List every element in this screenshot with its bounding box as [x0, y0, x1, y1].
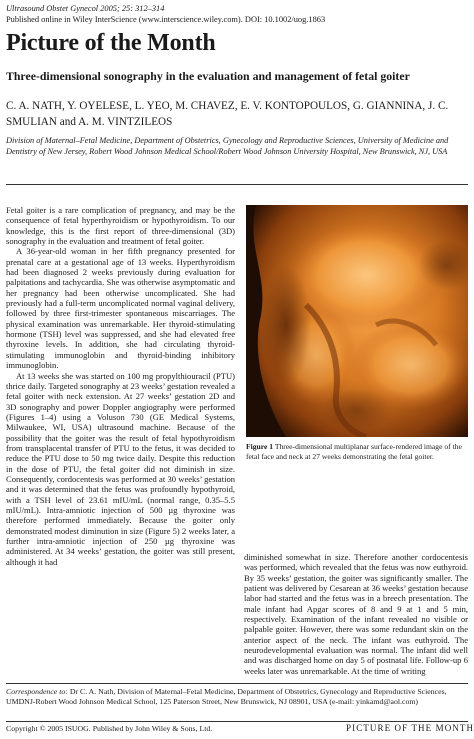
journal-header [6, 3, 325, 25]
footer-divider [6, 721, 468, 722]
header-divider [6, 184, 468, 185]
body-column-left [6, 205, 235, 567]
figure-1-caption [246, 442, 468, 461]
journal-citation: Ultrasound Obstet Gynecol 2005; 25: 312–314 [6, 4, 165, 13]
figure-caption-text: Three-dimensional multiplanar surface-rendered image of the fetal face and neck at 27 weeks demonstrating the fetal goiter. [246, 442, 462, 461]
author-affiliation: Division of Maternal–Fetal Medicine, Department of Obstetrics, Gynecology and Reproductive Sciences, University of Medicine and Dentistry of New Jersey, Robert Wood Johnson Medical School/Robert Wood Johnson University Hospital, New Brunswick, NJ, USA [6, 136, 449, 156]
footnote-divider [6, 683, 468, 684]
body-paragraph: Fetal goiter is a rare complication of pregnancy, and may be the consequence of fetal hyperthyroidism or hypothyroidism. To our knowledge, this is the first report of three-dimensional (3D) sonography in the evaluation and treatment of fetal goiter. [6, 205, 235, 247]
correspondence-note [6, 687, 468, 707]
published-online-line: Published online in Wiley InterScience (www.interscience.wiley.com). DOI: 10.1002/uog.1863 [6, 15, 326, 24]
figure-label: Figure 1 [246, 442, 274, 451]
correspondence-text: Dr C. A. Nath, Division of Maternal–Fetal Medicine, Department of Obstetrics, Gynecology and Reproductive Sciences, UMDNJ-Robert Wood Johnson Medical School, 125 Paterson Street, New Brunswick, NJ 08901, USA (e-mail: yinkamd@aol.com) [6, 687, 447, 706]
ultrasound-render [246, 205, 468, 437]
author-list: C. A. NATH, Y. OYELESE, L. YEO, M. CHAVEZ, E. V. KONTOPOULOS, G. GIANNINA, J. C. SMULIAN and A. M. VINTZILEOS [6, 100, 449, 128]
running-title: PICTURE OF THE MONTH [346, 723, 474, 733]
body-paragraph: At 13 weeks she was started on 100 mg propylthiouracil (PTU) thrice daily. Targeted sonography at 23 weeks’ gestation revealed a fetal goiter with neck extension. At 27 weeks’ gestation 2D and 3D sonography and power Doppler angiography were performed (Figures 1–4) using a Voluson 730 (GE Medical Systems, Milwaukee, WI, USA) ultrasound machine. Because of the possibility that the goiter was the result of fetal hypothyroidism from transplacental transfer of PTU to the fetus, it was decided to reduce the PTU dose to 50 mg twice daily. Despite this reduction in the dose of PTU, the fetal goiter did not diminish in size. Consequently, cordocentesis was performed at 30 weeks’ gestation and it was determined that the fetus was profoundly hypothyroid, with a TSH level of 23.61 mIU/mL (normal range, 0.35–5.5 mIU/mL). Intra-amniotic injection of 500 µg thyroxine was therefore performed immediately. Because the goiter only demonstrated modest diminution in size (Figure 5) 2 weeks later, a further intra-amniotic injection of 250 µg thyroxine was administered. At 34 weeks’ gestation, the goiter was still present, although it had [6, 370, 235, 567]
body-paragraph: A 36-year-old woman in her fifth pregnancy presented for prenatal care at a gestational age of 13 weeks. Hyperthyroidism had been diagnosed 2 weeks previously during evaluation for palpitations and tachycardia. She was otherwise asymptomatic and her pregnancy had been otherwise uncomplicated. She had previously had a full-term uncomplicated normal vaginal delivery, followed by three first-trimester spontaneous miscarriages. The physical examination was unremarkable. Her thyroid-stimulating hormone (TSH) level was suppressed, and she had elevated free thyroxine levels. In addition, she had circulating thyroid-stimulating immunoglobin and thyroid-binding inhibitory immunoglobin. [6, 246, 235, 371]
body-column-right [244, 552, 468, 676]
section-title: Picture of the Month [6, 30, 216, 56]
figure-1-image [246, 205, 468, 437]
body-paragraph: diminished somewhat in size. Therefore another cordocentesis was performed, which revealed that the fetus was now euthyroid. By 35 weeks’ gestation, the goiter was significantly smaller. The patient was delivered by Cesarean at 36 weeks’ gestation because labor had started and the fetus was in a breech presentation. The male infant had Apgar scores of 8 and 9 at 1 and 5 min, respectively. Examination of the infant revealed no visible or palpable goiter. However, there was some redundant skin on the anterior aspect of the neck. The infant was euthyroid. The neurodevelopmental evaluation was normal. The infant did well and was discharged home on day 5 of postnatal life. Follow-up 6 weeks later was unremarkable. At the time of writing [244, 552, 468, 676]
correspondence-label: Correspondence to: [6, 687, 68, 696]
copyright-line: Copyright © 2005 ISUOG. Published by John Wiley & Sons, Ltd. [6, 724, 213, 733]
article-title: Three-dimensional sonography in the evaluation and management of fetal goiter [6, 69, 410, 83]
